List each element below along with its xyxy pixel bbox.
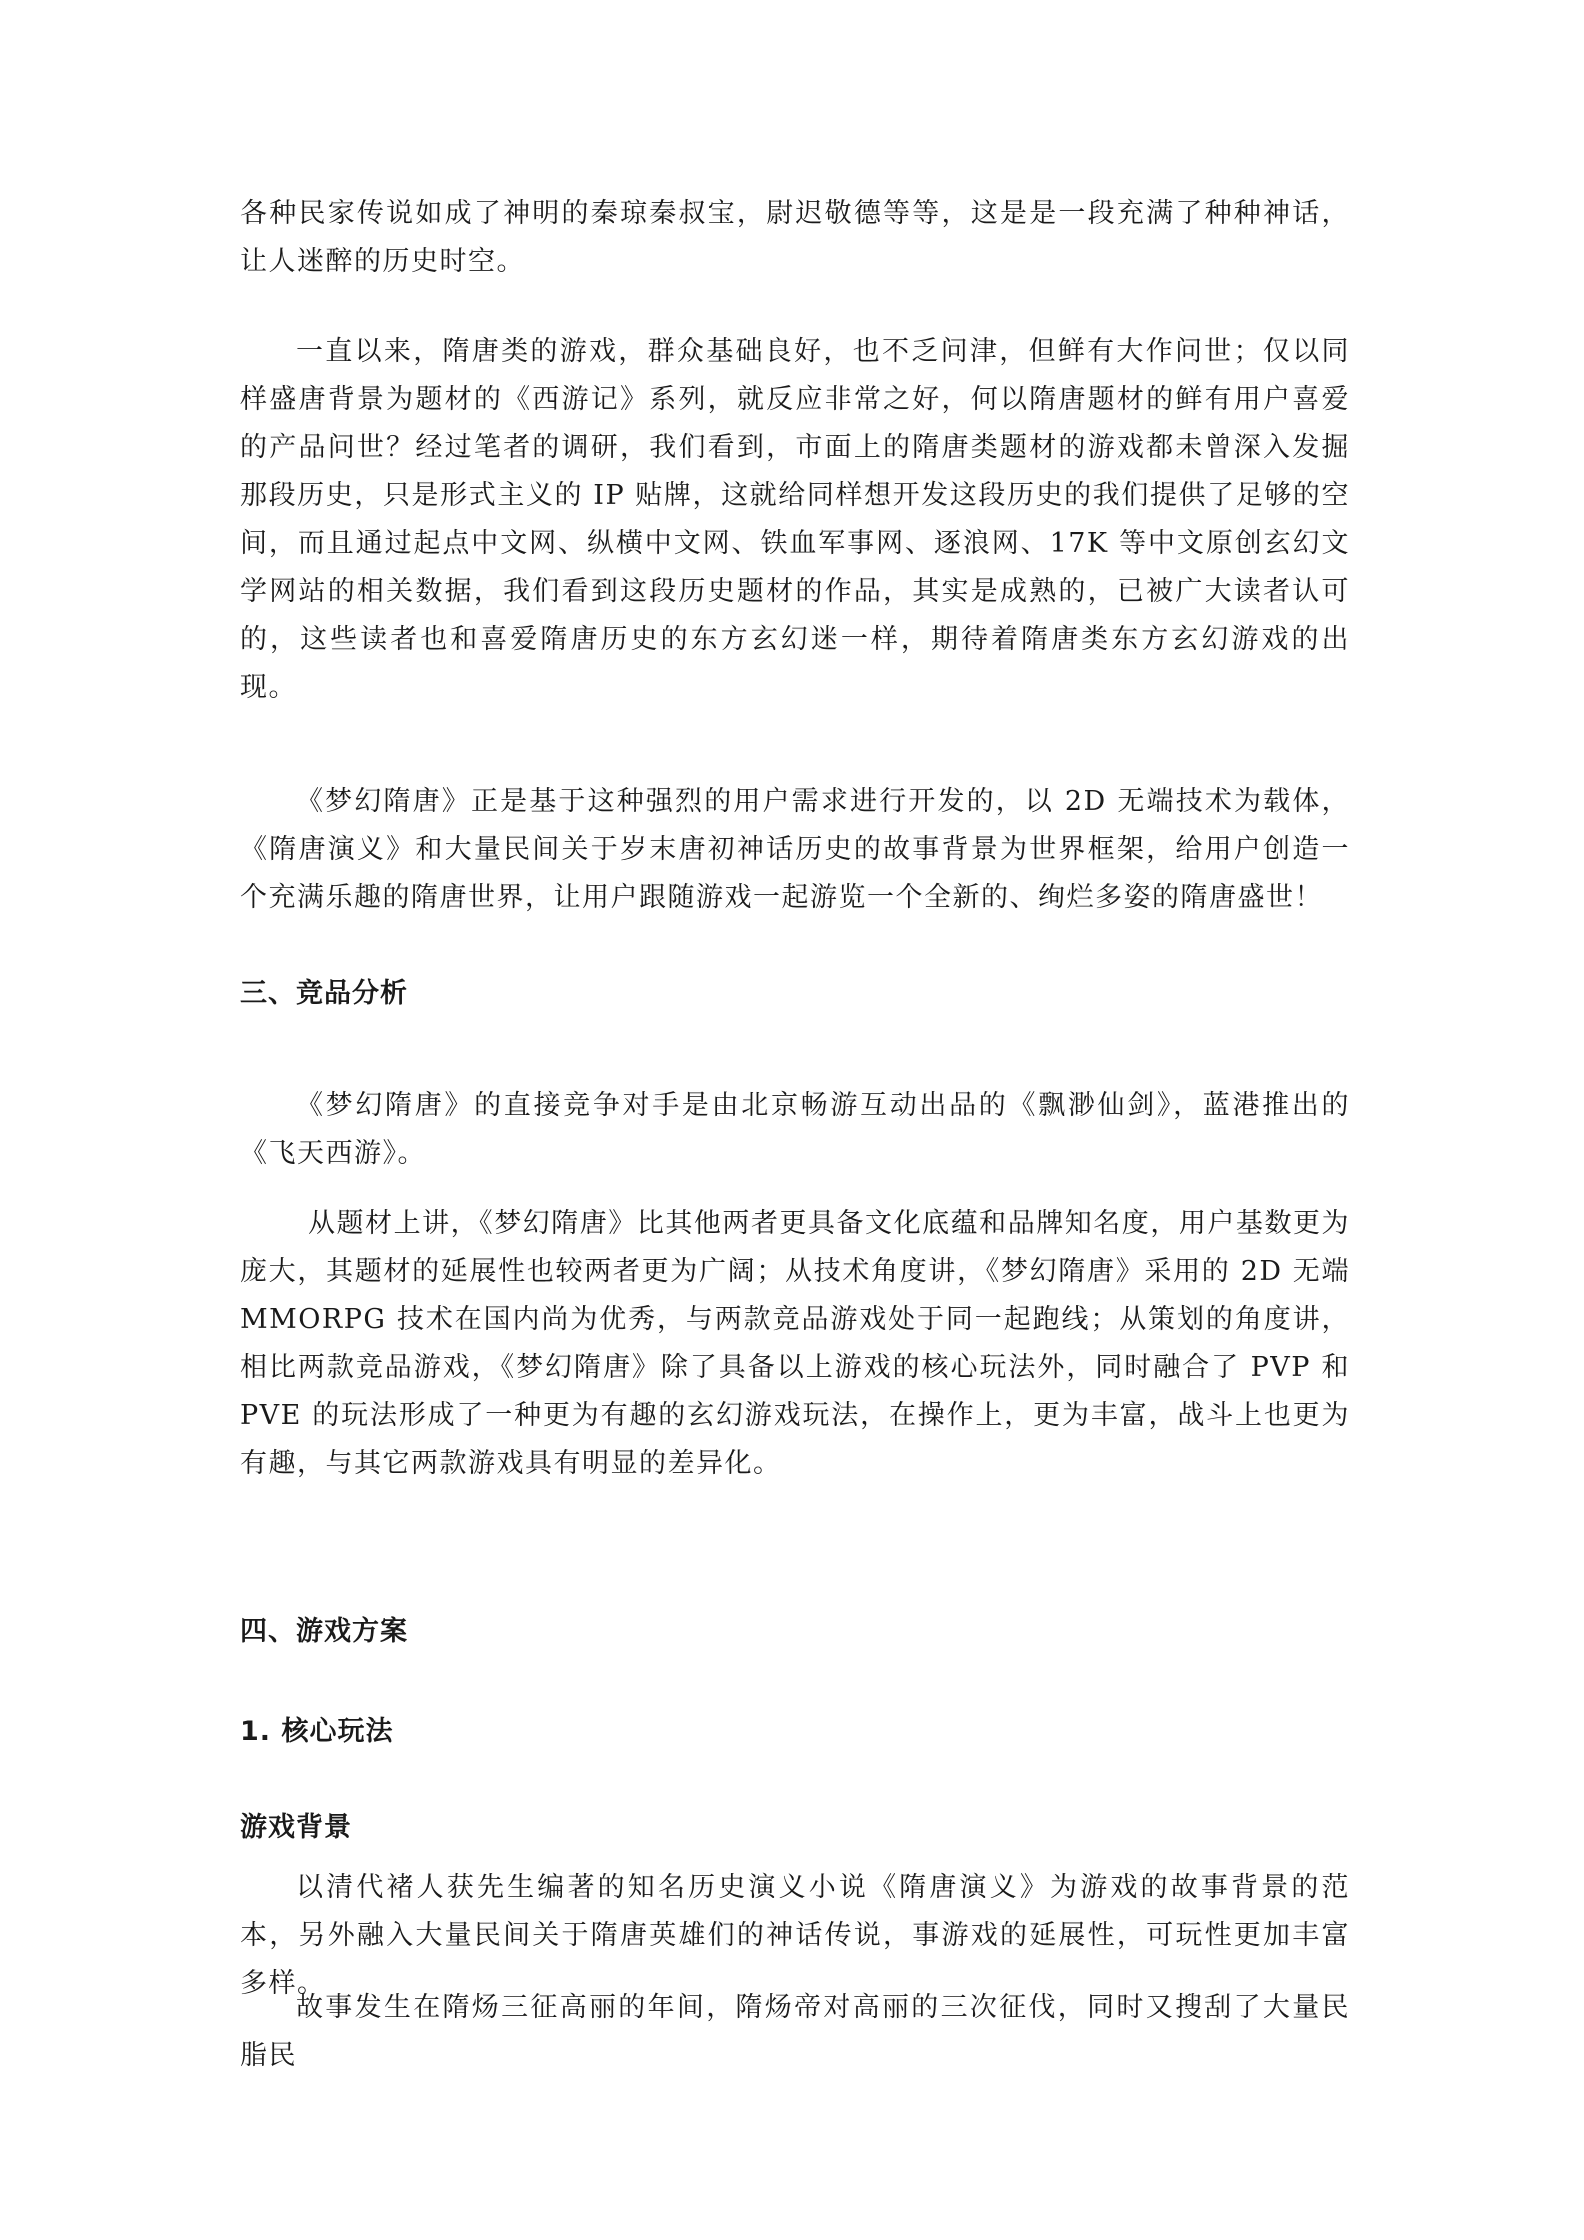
paragraph-competitors: 《梦幻隋唐》的直接竞争对手是由北京畅游互动出品的《飘渺仙剑》，蓝港推出的《飞天西游》。 [240,1090,1350,1169]
section-heading-game-plan: 四、游戏方案 [240,1616,408,1647]
paragraph-story-setting: 故事发生在隋炀三征高丽的年间，隋炀帝对高丽的三次征伐，同时又搜刮了大量民脂民 [240,1992,1350,2071]
section-heading-competitor-analysis: 三、竞品分析 [240,978,408,1009]
subsection-heading-game-background: 游戏背景 [240,1812,352,1843]
paragraph-comparison: 从题材上讲，《梦幻隋唐》比其他两者更具备文化底蕴和品牌知名度，用户基数更为庞大，其题材的延展性也较两者更为广阔；从技术角度讲，《梦幻隋唐》采用的 2D 无端 MMORPG 技术在国内尚为优秀，与两款竞品游戏处于同一起跑线；从策划的角度讲，相比两款竞品游戏，《梦幻隋唐》除了具备以上游戏的核心玩法外，同时融合了 PVP 和 PVE 的玩法形成了一种更为有趣的玄幻游戏玩法，在操作上，更为丰富，战斗上也更为有趣，与其它两款游戏具有明显的差异化。 [240,1208,1350,1479]
paragraph-story-source: 以清代褚人获先生编著的知名历史演义小说《隋唐演义》为游戏的故事背景的范本，另外融入大量民间关于隋唐英雄们的神话传说，事游戏的延展性，可玩性更加丰富多样。 [240,1872,1350,1999]
paragraph-product-intro: 《梦幻隋唐》正是基于这种强烈的用户需求进行开发的，以 2D 无端技术为载体，《隋唐演义》和大量民间关于岁末唐初神话历史的故事背景为世界框架，给用户创造一个充满乐趣的隋唐世界，让用户跟随游戏一起游览一个全新的、绚烂多姿的隋唐盛世！ [240,786,1350,913]
subsection-heading-core-gameplay: 1. 核心玩法 [240,1716,394,1747]
paragraph-market-research: 一直以来，隋唐类的游戏，群众基础良好，也不乏问津，但鲜有大作问世；仅以同样盛唐背景为题材的《西游记》系列，就反应非常之好，何以隋唐题材的鲜有用户喜爱的产品问世？经过笔者的调研，我们看到，市面上的隋唐类题材的游戏都未曾深入发掘那段历史，只是形式主义的 IP 贴牌，这就给同样想开发这段历史的我们提供了足够的空间，而且通过起点中文网、纵横中文网、铁血军事网、逐浪网、17K 等中文原创玄幻文学网站的相关数据，我们看到这段历史题材的作品，其实是成熟的，已被广大读者认可的，这些读者也和喜爱隋唐历史的东方玄幻迷一样，期待着隋唐类东方玄幻游戏的出现。 [240,336,1350,703]
paragraph-legends: 各种民家传说如成了神明的秦琼秦叔宝，尉迟敬德等等，这是是一段充满了种种神话，让人迷醉的历史时空。 [240,198,1350,277]
